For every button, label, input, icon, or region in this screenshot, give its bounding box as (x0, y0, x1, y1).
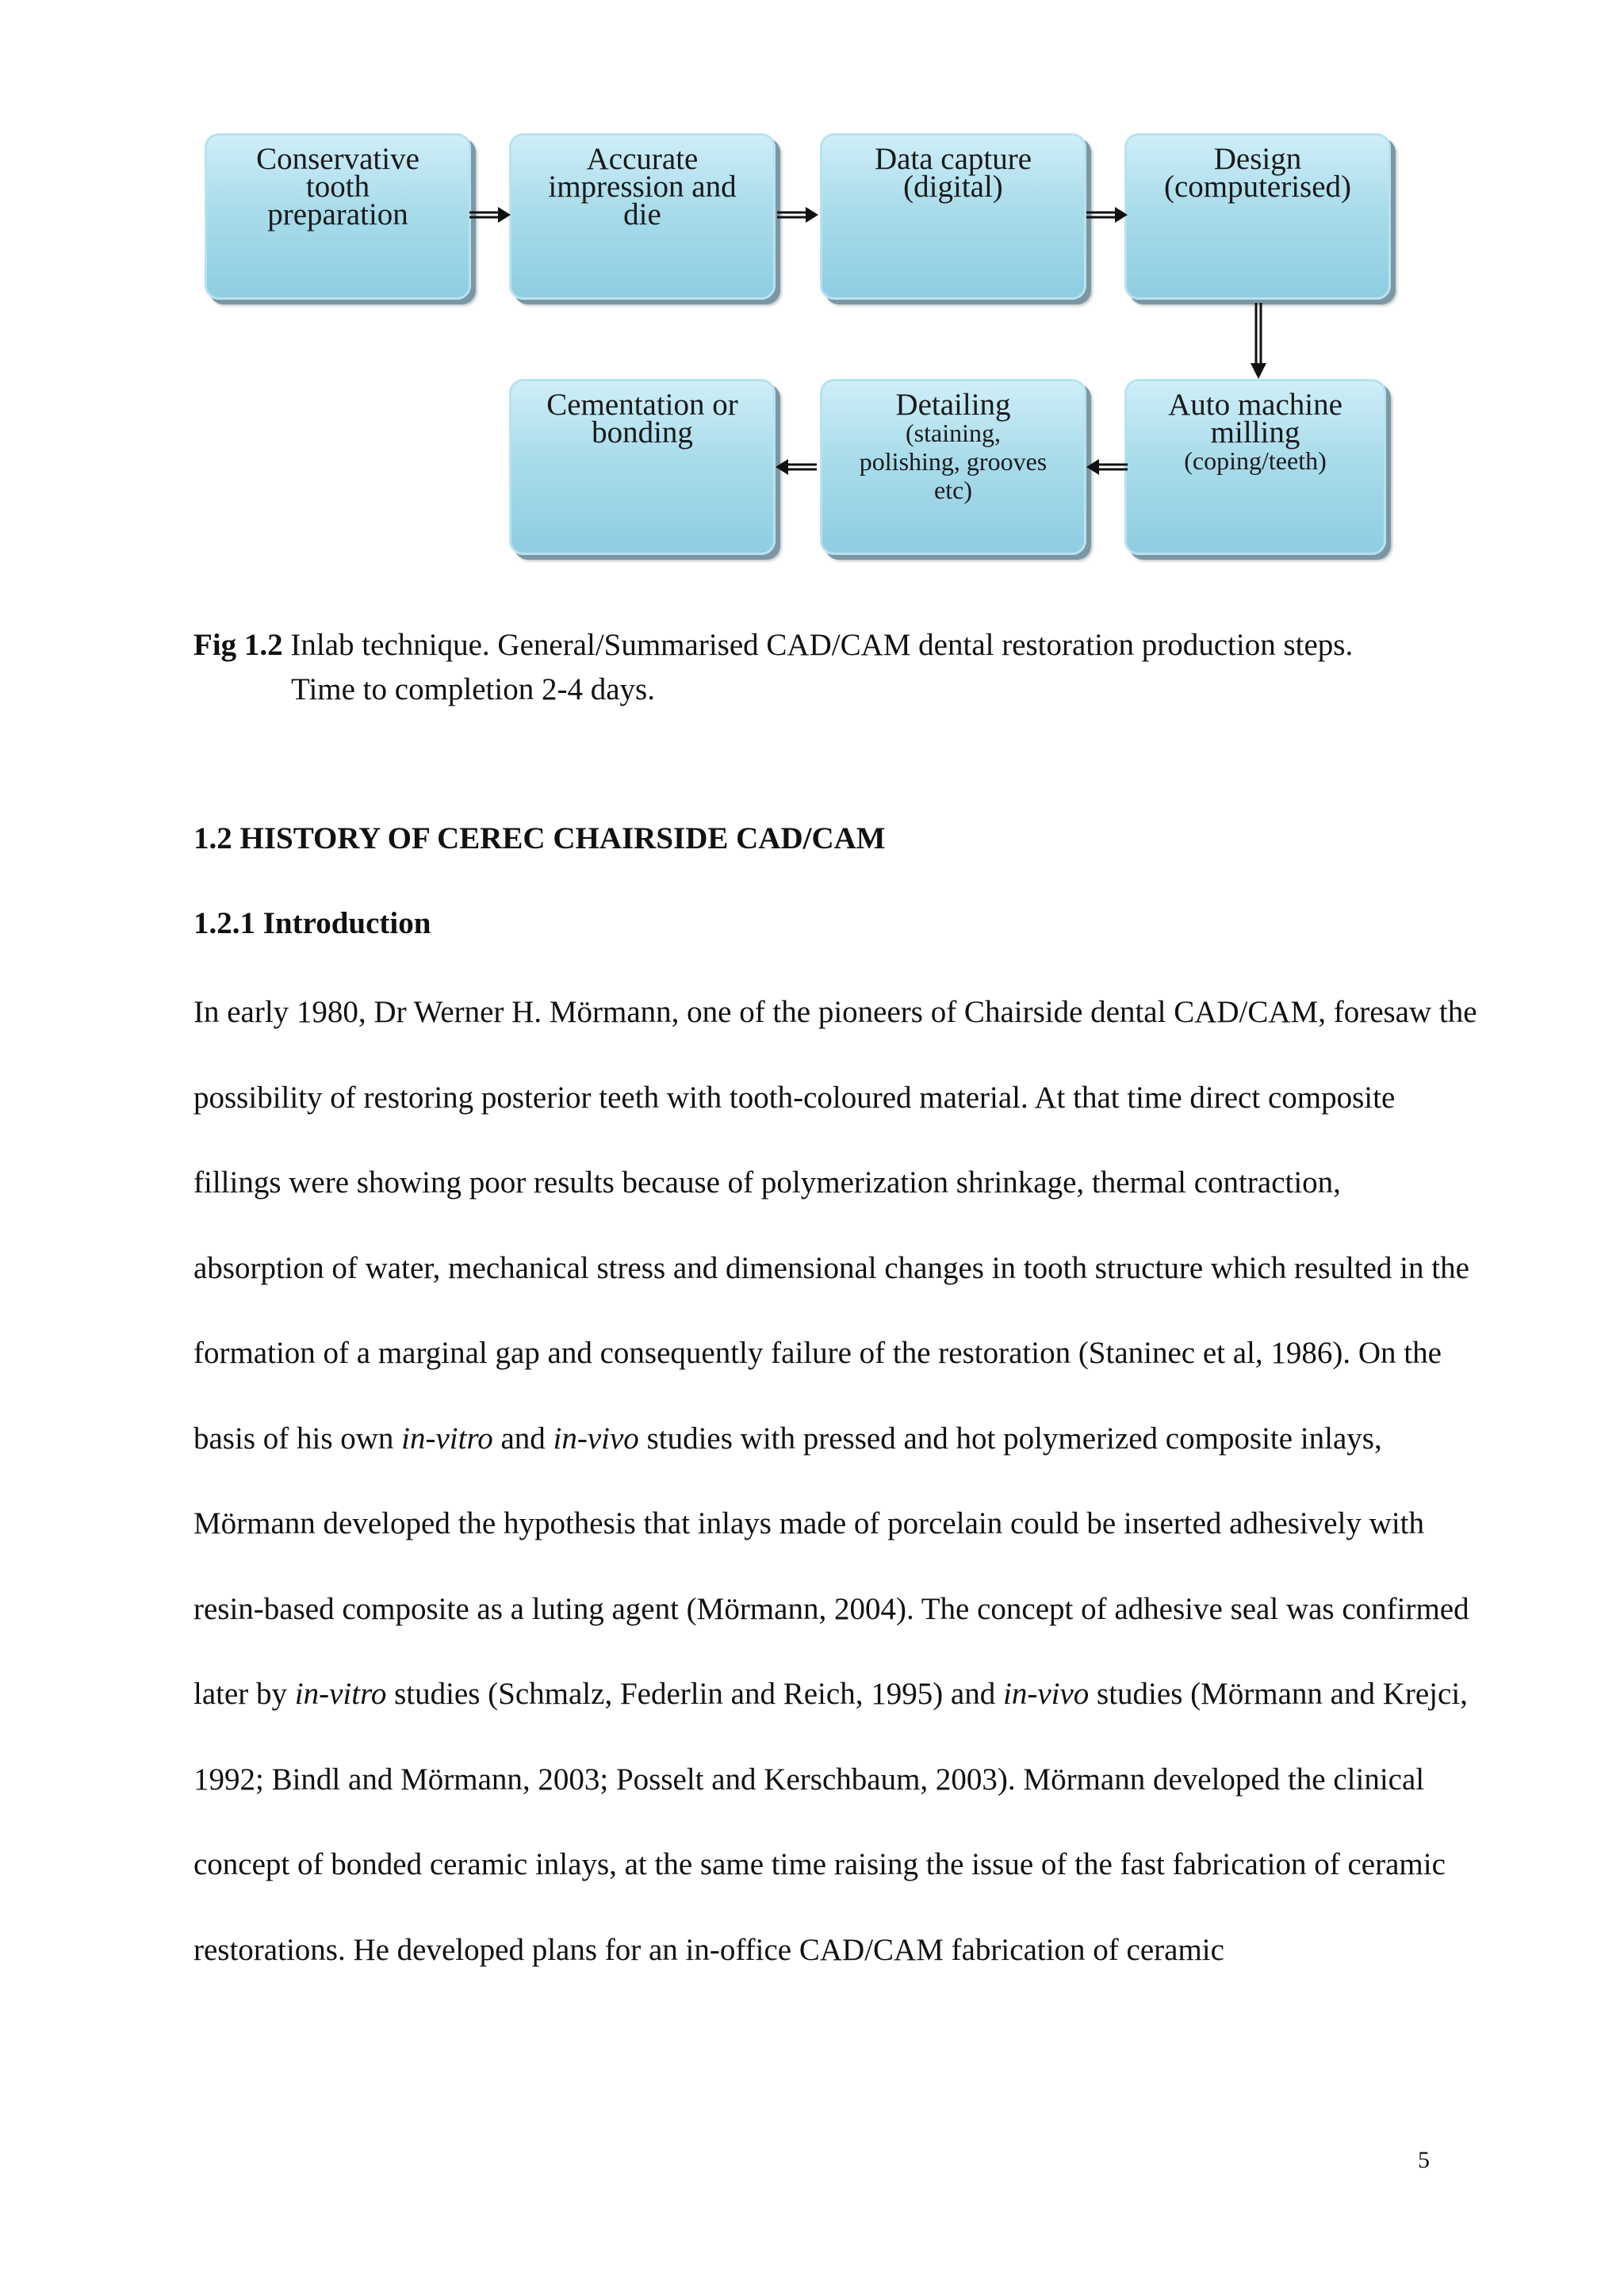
caption-text: Inlab technique. General/Summarised CAD/CAM dental restoration production steps. (282, 628, 1354, 662)
page-number: 5 (1418, 2147, 1430, 2173)
node-title: Accurate impression and die (548, 142, 737, 232)
node-title: Detailing (895, 388, 1011, 422)
arrow-down-icon (1247, 301, 1270, 381)
arrow-right-icon (776, 203, 820, 227)
paragraph-italic: in-vitro (294, 1677, 387, 1711)
node-data-capture (820, 133, 1086, 300)
paragraph-italic: in-vivo (553, 1421, 639, 1456)
node-cementation-or-bonding (509, 379, 776, 555)
node-subtitle: (staining, polishing, grooves etc) (859, 419, 1048, 504)
node-title: Cementation or bonding (546, 388, 738, 450)
paragraph-text: In early 1980, Dr Werner H. Mörmann, one of the pioneers of Chairside dental CAD/CAM, foresaw the possibility of restoring posterior teeth with tooth-coloured material. At that time direct composite fillings were showing poor results because of polymerization shrinkage, thermal contraction, absorption of water, mechanical stress and dimensional changes in tooth structure which resulted in the formation of a marginal gap and consequently failure of the restoration (Staninec et al, 1986). On the basis of his own (193, 995, 1477, 1456)
arrow-left-icon (1085, 455, 1129, 479)
section-heading: 1.2 HISTORY OF CEREC CHAIRSIDE CAD/CAM (193, 821, 886, 855)
node-conservative-tooth-preparation (205, 133, 471, 300)
body-paragraph (193, 970, 1478, 1992)
paragraph-text: studies (Schmalz, Federlin and Reich, 1995) and (386, 1677, 1003, 1711)
paragraph-text: studies (Mörmann and Krejci, 1992; Bindl and Mörmann, 2003; Posselt and Kerschbaum, 2003). Mörmann developed the clinical concept of bonded ceramic inlays, at the same time raising the issue of the fast fabrication of ceramic restorations. He developed plans for an in-office CAD/CAM fabrication of ceramic (193, 1677, 1468, 1967)
node-subtitle: (coping/teeth) (1184, 446, 1327, 475)
arrow-right-icon (468, 203, 512, 227)
figure-label: Fig 1.2 (193, 628, 283, 662)
node-auto-machine-milling (1124, 379, 1386, 555)
node-title: Data capture (digital) (874, 142, 1032, 204)
node-design (1124, 133, 1391, 300)
node-title: Auto machine milling (1168, 388, 1342, 450)
node-detailing (820, 379, 1086, 555)
caption-line-2: Time to completion 2-4 days. (291, 672, 655, 706)
arrow-left-icon (774, 455, 818, 479)
figure-caption (193, 623, 1478, 712)
subsection-heading: 1.2.1 Introduction (193, 906, 431, 940)
paragraph-italic: in-vitro (401, 1421, 493, 1456)
node-title: Conservative tooth preparation (256, 142, 419, 232)
arrow-right-icon (1085, 203, 1129, 227)
paragraph-text: studies with pressed and hot polymerized composite inlays, Mörmann developed the hypothesis that inlays made of porcelain could be inserted adhesively with resin-based composite as a luting agent (Mörmann, 2004). The concept of adhesive seal was confirmed later by (193, 1421, 1469, 1711)
node-title: Design (computerised) (1163, 142, 1352, 204)
node-accurate-impression (509, 133, 776, 300)
paragraph-text: and (492, 1421, 553, 1456)
paragraph-italic: in-vivo (1003, 1677, 1090, 1711)
